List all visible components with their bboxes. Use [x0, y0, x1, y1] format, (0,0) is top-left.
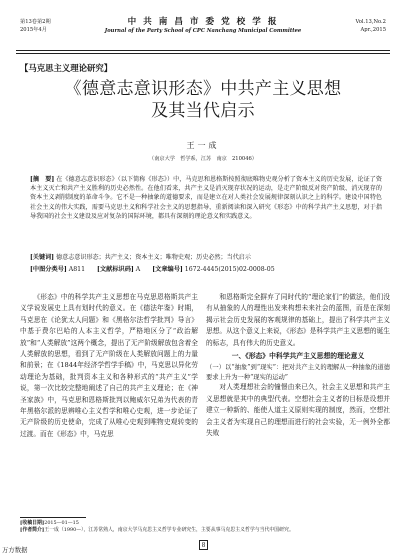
- footnote: [20, 520, 390, 535]
- doc-code-label: [文献标识码]: [97, 266, 134, 273]
- doc-code-value: A: [135, 266, 141, 273]
- article-id-value: 1672-4445(2015)02-0008-05: [184, 266, 275, 273]
- watermark: 万方数据: [2, 546, 28, 554]
- body-paragraph: 和恩格斯完全摒弃了同时代的“理论家们”的做法，他们没有从抽象的人的理性出发来构想未来社会的蓝图，而是在深刻揭示社会历史发展的客观规律的基础上，提出了科学共产主义思想。从这个意义上来说，《形态》是科学共产主义思想的诞生的标志，具有伟大的历史意义。: [206, 293, 390, 347]
- date-cn: 2015年4月: [20, 27, 47, 33]
- volume-issue-en: Vol.13,No.2: [355, 19, 386, 25]
- running-header: [16, 4, 390, 46]
- clc-value: A811: [68, 266, 86, 273]
- keywords: [30, 253, 382, 262]
- section-label: 【马克思主义理论研究】: [20, 63, 113, 73]
- title-line-1: 《德意志意识形态》中共产主义思想: [64, 79, 342, 99]
- volume-issue-cn: 第13卷第2期: [20, 19, 51, 25]
- date-en: Apr.,2015: [360, 27, 386, 33]
- journal-title-en: Journal of the Party School of CPC Nanchang Municipal Committee: [104, 28, 302, 34]
- body-column-right: [206, 292, 390, 439]
- header-right: [356, 18, 386, 34]
- article-metadata: [30, 264, 396, 273]
- header-rule-thin: [16, 53, 390, 54]
- body-paragraph: 《形态》中的科学共产主义思想在马克思恩格斯共产主义学说发展史上具有划时代的意义。在《德法年鉴》时期，马克思在《论犹太人问题》和《黑格尔法哲学批判》导言》中基于费尔巴哈的人本主义哲学，严格地区分了“政治解放”和“人类解放”这两个概念，提出了无产阶级解放包含着全人类解放的思想，看到了无产阶级在人类解放问题上的力量和前景；在《1844年经济学哲学手稿》中，马克思以异化劳动理论为基础，批判资本主义和各种形式的“共产主义”学说，第一次比较完整地阐述了自己的共产主义理论；在《神圣家族》中，马克思和恩格斯批判以鲍威尔兄弟为代表的青年黑格尔派的思辨唯心主义哲学和唯心史观，进一步论证了无产阶级的历史使命，完成了从唯心史观到唯物史观转变的过渡。而在《形态》中，马克思: [20, 293, 198, 438]
- keywords-label: [关键词]: [30, 254, 55, 261]
- abstract: [30, 175, 382, 221]
- keywords-text: 德意志意识形态；共产主义；资本主义；唯物史观；历史必然；当代启示: [56, 254, 251, 261]
- body-paragraph: 对人类理想社会的憧憬由来已久，社会主义思想和共产主义思想就是其中的典型代表。空想社会主义者的目标是设想并建立一种新的、能使人道主义原则实现的制度，然而，空想社会主义者为实现自己的理想而进行的社会实验，无一例外全都失败: [206, 383, 390, 438]
- author-bio-label: [作者简介]: [20, 527, 45, 534]
- journal-title-cn: 中 共 南 昌 市 委 党 校 学 报: [127, 17, 279, 27]
- page-number: 8: [199, 540, 208, 550]
- received-label: [收稿日期]: [20, 520, 45, 526]
- abstract-text: 在《德意志意识形态》（以下简称《形态》）中，马克思和恩格斯按照彻底唯物史观分析了资本主义的历史发展，论证了资本主义灭亡和共产主义胜利的历史必然性。在他们看来，共产主义是消灭现存状况的运动，是走产阶级反对资产阶级、消灭现存的资本主义剥削制度的革命斗争。它不是一种抽象的道德要求，而是建立在对人类社会发展规律深刻认识之上的科学。建设中国特色社会主义的伟大实践，需要马克思主义和科学社会主义的思想指导，重新阅读和深入研究《形态》中的科学共产主义思想，对于指导我国的社会主义建设及应对复杂的国际环境，都具有深刻的理论意义和实践意义。: [30, 176, 382, 220]
- section-heading: 一、《形态》中科学共产主义思想的理论意义: [231, 352, 365, 361]
- clc-label: [中图分类号]: [30, 266, 67, 273]
- footnote-rule: [20, 517, 86, 518]
- abstract-label: [摘 要]: [30, 176, 55, 183]
- header-rule-thick: [16, 50, 390, 51]
- received-value: 2015—01—15: [44, 520, 79, 526]
- title-line-2: 及其当代启示: [151, 101, 255, 121]
- author-bio-text: 王一成（1990—），江苏常熟人，南京大学马克思主义哲学专业研究生，主要从事马克思主义哲学与当代中国研究。: [44, 527, 294, 534]
- body-column-left: [20, 292, 198, 440]
- author-bio: [20, 527, 390, 534]
- article-title: [0, 78, 406, 122]
- subsection-heading: （一）以“抽象”到“现实”：把对共产主义的理解从一种抽象的道德要求上升为一种“现实的运动”: [206, 364, 390, 381]
- author-name: 王一成: [186, 141, 220, 150]
- article-id-label: [文章编号]: [152, 266, 183, 273]
- author-affiliation: （南京大学 哲学系，江苏 南京 210046）: [149, 156, 257, 162]
